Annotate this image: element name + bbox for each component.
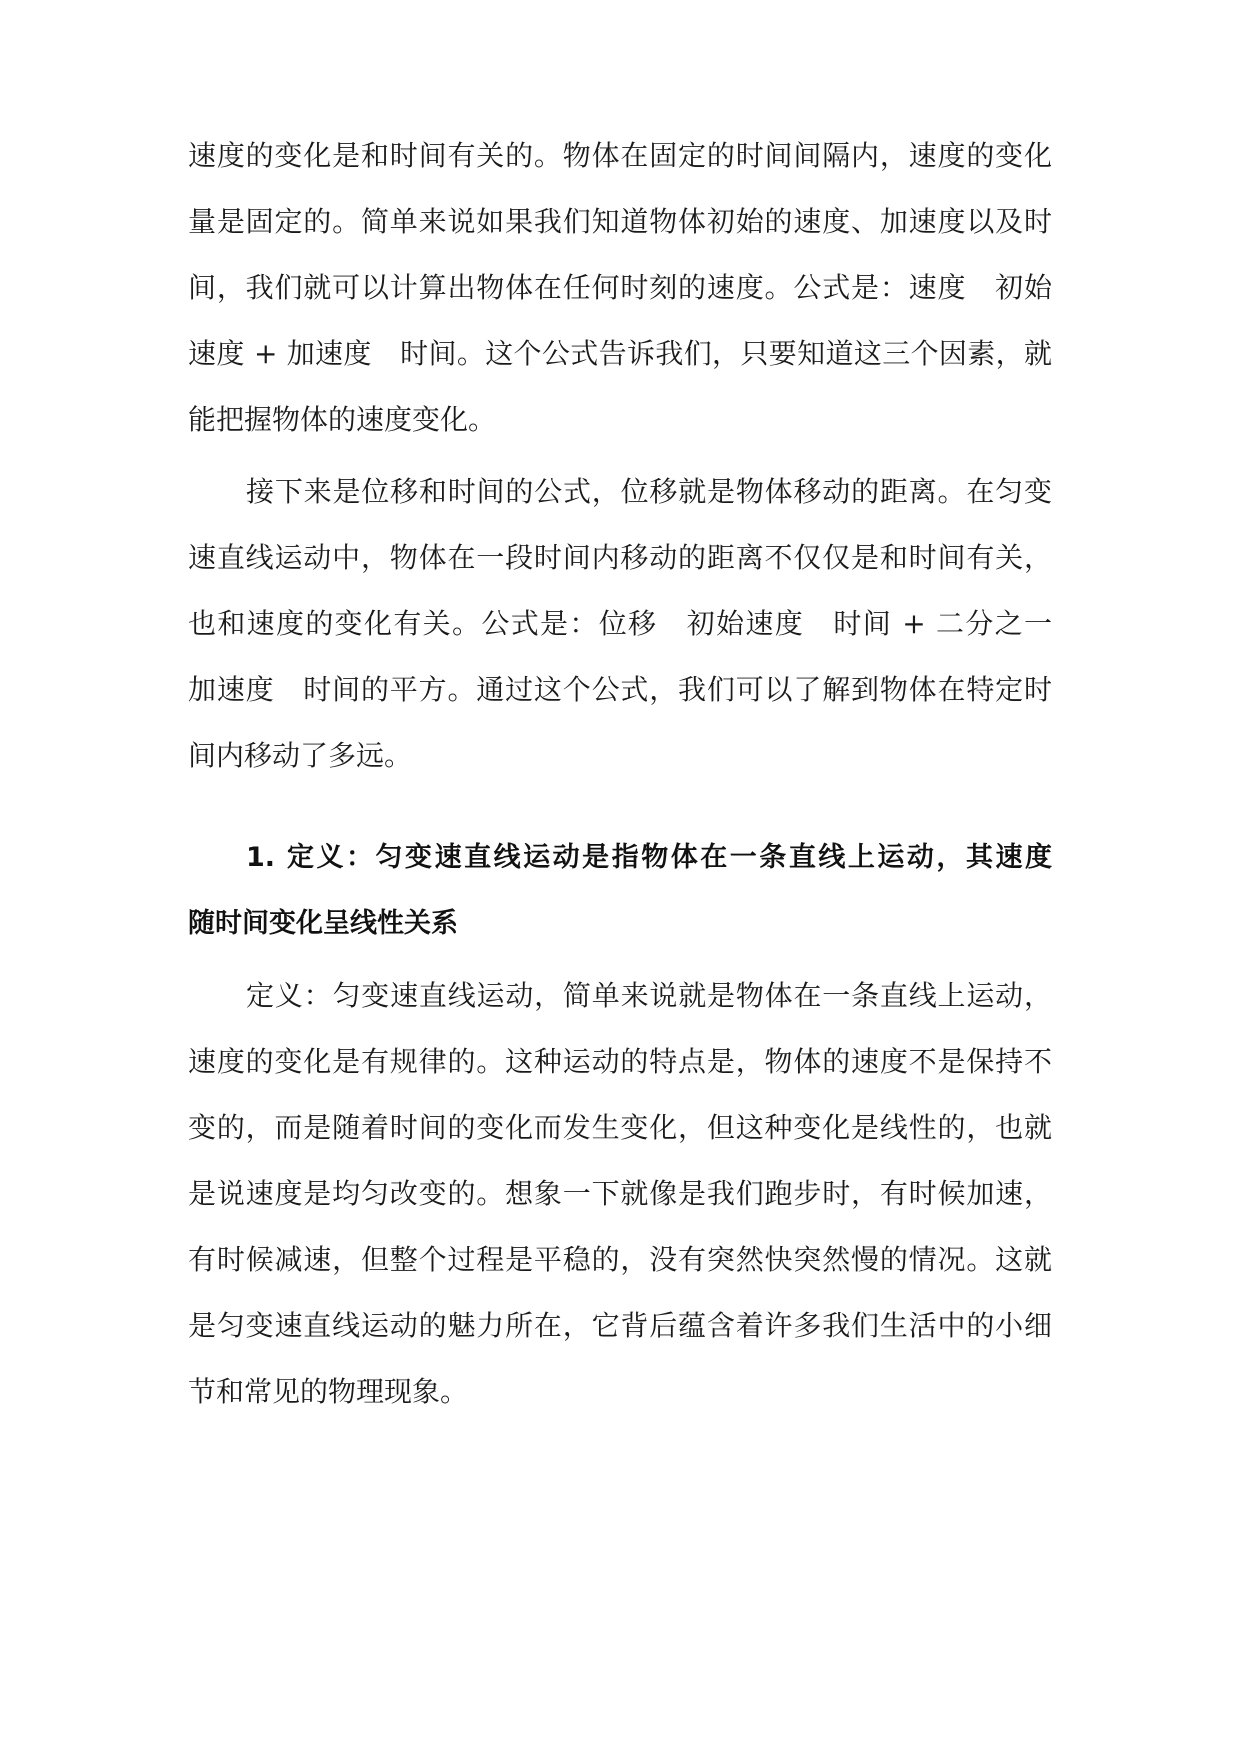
paragraph-line: 能把握物体的速度变化。 bbox=[188, 403, 497, 436]
paragraph-line: 速度的变化是和时间有关的。物体在固定的时间间隔内，速度的变化 bbox=[188, 139, 1052, 172]
definition-line: 变的，而是随着时间的变化而发生变化，但这种变化是线性的，也就 bbox=[188, 1111, 1052, 1144]
section-heading: 1. 定义：匀变速直线运动是指物体在一条直线上运动，其速度 bbox=[246, 842, 1052, 873]
definition-line: 速度的变化是有规律的。这种运动的特点是，物体的速度不是保持不 bbox=[188, 1045, 1052, 1078]
paragraph-line: 接下来是位移和时间的公式，位移就是物体移动的距离。在匀变 bbox=[246, 475, 1052, 508]
definition-line: 节和常见的物理现象。 bbox=[188, 1375, 469, 1408]
paragraph-line: 间，我们就可以计算出物体在任何时刻的速度。公式是：速度 初始 bbox=[188, 271, 1052, 304]
paragraph-line: 间内移动了多远。 bbox=[188, 739, 413, 772]
section-heading: 随时间变化呈线性关系 bbox=[188, 908, 458, 939]
definition-line: 是说速度是均匀改变的。想象一下就像是我们跑步时，有时候加速， bbox=[188, 1177, 1052, 1210]
paragraph-line: 量是固定的。简单来说如果我们知道物体初始的速度、加速度以及时 bbox=[188, 205, 1052, 238]
paragraph-line: 速度 + 加速度 时间。这个公式告诉我们，只要知道这三个因素，就 bbox=[188, 337, 1052, 370]
definition-line: 有时候减速，但整个过程是平稳的，没有突然快突然慢的情况。这就 bbox=[188, 1243, 1052, 1276]
paragraph-line: 加速度 时间的平方。通过这个公式，我们可以了解到物体在特定时 bbox=[188, 673, 1052, 706]
definition-line: 定义：匀变速直线运动，简单来说就是物体在一条直线上运动， bbox=[246, 979, 1052, 1012]
definition-line: 是匀变速直线运动的魅力所在，它背后蕴含着许多我们生活中的小细 bbox=[188, 1309, 1052, 1342]
paragraph-line: 速直线运动中，物体在一段时间内移动的距离不仅仅是和时间有关， bbox=[188, 541, 1052, 574]
paragraph-line: 也和速度的变化有关。公式是：位移 初始速度 时间 + 二分之一 bbox=[188, 607, 1052, 640]
